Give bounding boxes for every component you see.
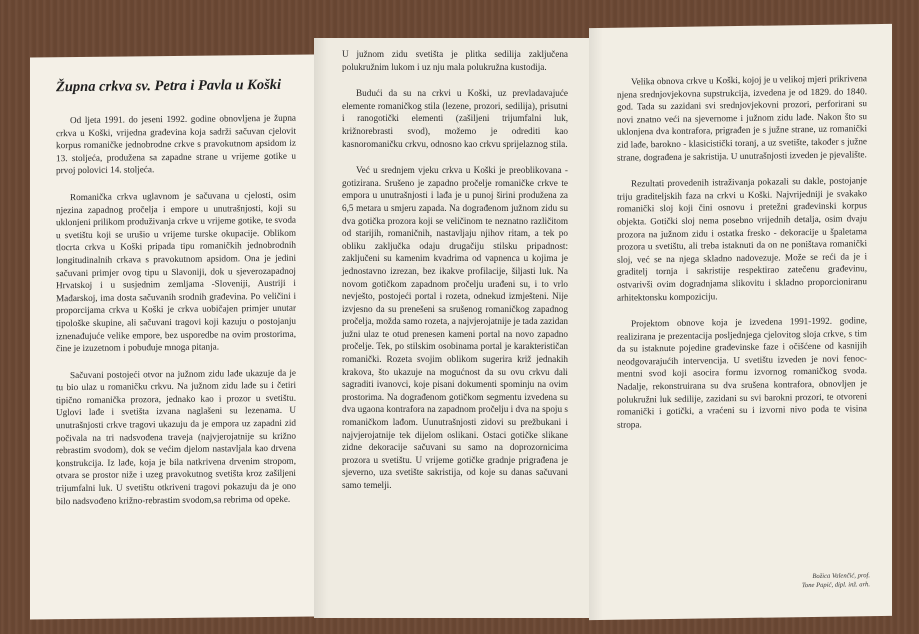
- column-right: [617, 72, 867, 445]
- paragraph: Sačuvani postojeći otvor na južnom zidu lađe ukazuje da je tu bio ulaz u romaničku crkvu. Na južnom zidu lađe su i četiri tipično romanička prozora, jednako kao i prozor u svetištu. Uglovi lađe i svetišta izvana naglašeni su lezenama. U unutrašnjosti crkve tragovi ukazuju da je empora uz zapadni zid počivala na tri nadsvođena traveja (najvjerojatnije su križno rebrastim svodom), dok se većim djelom nastavljala kao drvena konstrukcija. Iz lađe, koja je bila natkrivena drvenim stropom, otvara se prostor niže i uzeg pravokutnog svetišta kroz zašiljeni trijumfalni luk. U svetištu otkriveni tragovi pokazuju da je ono bilo nadsvođeno križno-rebrastim svodom,sa rebrima od opeke.: [56, 367, 296, 506]
- paragraph: Rezultati provedenih istraživanja pokazali su dakle, postojanje triju graditeljskih faza na crkvi u Koški. Najvrijedniji je svakako romanički sloj koji čini osnovu i pretežni građevinski korpus objekta. Gotički sloj nema posebno vrijednih detalja, osim dvaju prozora na južnom zidu i ostatka fresko - dekoracije u špaletama prozora u svetištu, ali treba istaknuti da on ne poništava romanički sloj, već se na njega skladno nadovezuje. Može se reći da je i graditelj tornja i sakristije respektirao zatečenu građevinu, ostvarivši ovim dogradnjama slikovitu i skladno proporcioniranu arhitektonsku kompoziciju.: [617, 175, 867, 303]
- panel-middle: [314, 38, 589, 618]
- panel-left: [30, 55, 314, 620]
- paragraph: Već u srednjem vjeku crkva u Koški je preoblikovana - gotizirana. Srušeno je zapadno pročelje romaničke crkve te empora u unutrašnjosti i lađa je u punoj širini produžena za 6,5 metara u smjeru zapada. Na dograđenom južnom zidu su dva gotička prozora koji se veličinom te neznatno različitom od starijih, romaničnih, nastavljaju njihov ritam, a tek po obliku zaključka odaju drugačiju stilsku pripadnost: zaključeni su kamenim kvadrima od vapnenca u kojima je jednostavno izrezan, bez ikakve profilacije, šiljasti luk. Na novom gotičkom zapadnom pročelju urađeni su, i to vrlo nevješto, postojeći portal i rozeta, odnekud izmješteni. Nije izvjesno da su prenešeni sa srušenog romaničkog zapadnog pročelja, možda samo rozeta, a najvjerojatnije je tada zazidan južni ulaz te otud prenesen kameni portal na novo zapadno pročelje. Tek, po stilskim osobinama portal je karakterističan romanički. Rozeta svojim oblikom sugerira križ jednakih krakova, što ukazuje na mogućnost da su ovu crkvu dali sagraditi ivanovci, koje pisani dokumenti spominju na ovim prostorima. Na dograđenom gotičkom segmentu izvedena su dva ugaona kontrafora na zapadnom pročelju i dva na spoju s romaničkom lađom. Uunutrašnjosti zidovi su prežbukani i najvjerojatnije tek dijelom oslikani. Ostaci gotičke slikane zidne dekoracije sačuvani su samo na doprozornicima prozora u svetištu. U vrijeme gotičke gradnje prigrađena je sjeverno, uza svetište sakristija, od koje su danas sačuvani samo temelji.: [342, 165, 568, 490]
- panel-right: [589, 24, 892, 620]
- paragraph: Projektom obnove koja je izvedena 1991-1992. godine, realizirana je prezentacija posljednjega cjelovitog sloja crkve, s tim da su istaknute pojedine građevinske faze i očišćene od kasnijih neodgovarajućih intervencija. U svetištu izveden je novi fenoc-mentni svod koji asocira formu izvornog romaničkog svoda. Nadalje, rekonstruirana su dva srušena kontrafora, obnovljen je polukružni luk sedilije, zazidani su svi barokni prozori, te otvoreni romanički i gotički, a vraćeni su i izvorni nivo poda te visina stropa.: [617, 315, 867, 430]
- paragraph: Od ljeta 1991. do jeseni 1992. godine obnovljena je župna crkva u Koški, vrijedna građevina koja sadrži sačuvan cjelovit korpus romaničke jednobrodne crkve s pravokutnom apsidom iz 13. stoljeća, produžena sa zapadne strane u vrijeme gotike u prvoj polovici 14. stoljeća.: [56, 112, 296, 176]
- author-name: Božica Valenčić, prof.: [812, 572, 870, 580]
- paragraph: Budući da su na crkvi u Koški, uz prevladavajuće elemente romaničkog stila (lezene, prozori, sedilija), prisutni i ranogotički elementi (zašiljeni trijumfalni luk, križnorebrasti svod), možemo je odrediti kao kasnoromaničku crkvu, odnosno kao crkvu sprijelaznog stila.: [342, 88, 568, 149]
- column-middle: [342, 48, 568, 506]
- paragraph: U južnom zidu svetišta je plitka sedilija zaključena polukružnim lukom i uz nju mala polukružna kustodija.: [342, 49, 568, 72]
- brochure: [30, 26, 892, 620]
- author-signature: [720, 571, 870, 592]
- paragraph: Velika obnova crkve u Koški, kojoj je u velikoj mjeri prikrivena njena srednjovjekovna supstrukcija, izvedena je od 1829. do 1840. god. Tada su zazidani svi srednjovjekovni prozori, perforirani su novi znatno veći na sjevernome i južnom zidu lađe. Nakon što su uklonjena dva kontrafora, prigrađen je s južne strane, uz romanički zid lađe, barokno - klasicistički toranj, a uz svetište, također s južne strane, dograđena je sakristija. U unutrašnjosti izveden je pjevalište.: [617, 73, 867, 163]
- author-name: Tone Papić, dipl. inž. arh.: [801, 581, 870, 590]
- document-title: Župna crkva sv. Petra i Pavla u Koški: [56, 76, 282, 96]
- column-left: [56, 77, 296, 522]
- paragraph: Romanička crkva uglavnom je sačuvana u cjelosti, osim njezina zapadnog pročelja i empore u unutrašnjosti, koji su uklonjeni prilikom produživanja crkve u vrijeme gotike, te svoda u svetištu koji se urušio u vrijeme turske okupacije. Oblikom tlocrta crkva u Koški pripada tipu romaničkih jednobrodnih longitudinalnih crkava s pravokutnom apsidom. Ona je jedini sačuvani primjer ovog tipu u Slavoniji, dok u sjeverozapadnoj Hrvatskoj i u susjednim zemljama -Sloveniji, Austriji i Mađarskoj, ima dosta sačuvanih srodnih građevina. Po veličini i proporcijama crkva u Koški je crkva uobičajen primjer unutar tipološke skupine, ali sačuvani tragovi koji kazuju o postojanju iznenađujuće velike empore, bez usporedbe na ovim prostorima, čine je izuzetnom i pobuđuje mnoga pitanja.: [56, 189, 296, 354]
